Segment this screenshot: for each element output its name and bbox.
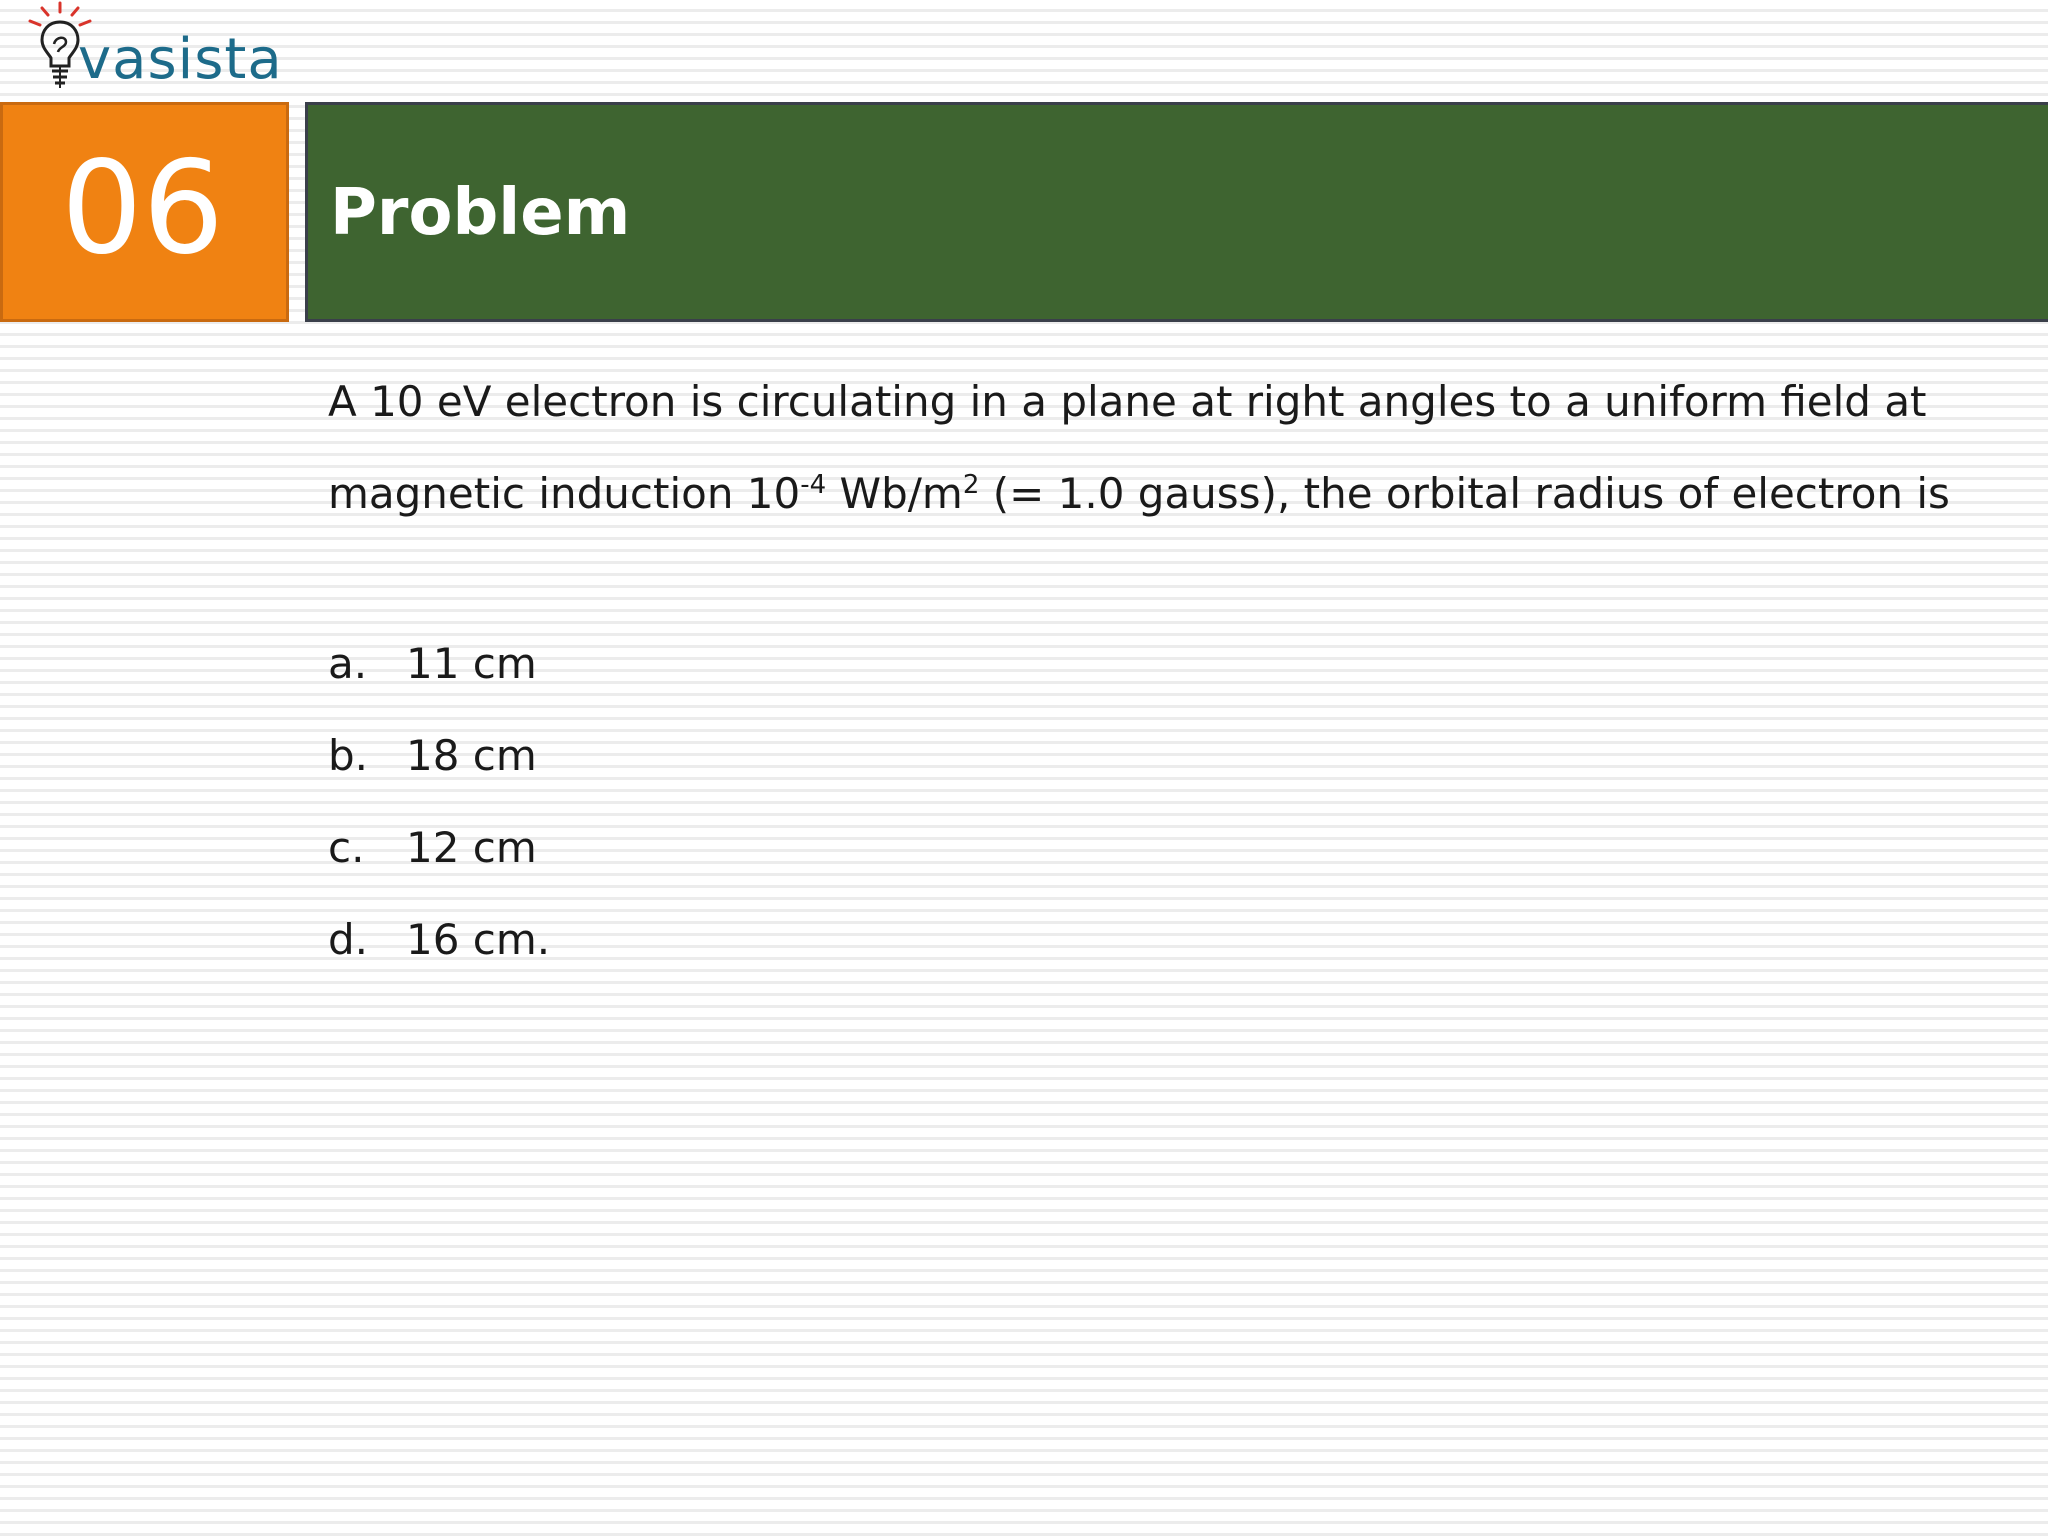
question-text xyxy=(328,356,2028,540)
question-line-2-part-2: Wb/m xyxy=(826,469,963,518)
question-line-1 xyxy=(328,356,2028,448)
option-a xyxy=(328,618,550,710)
exponent-minus-4: -4 xyxy=(800,470,827,500)
title-bar xyxy=(305,102,2048,322)
option-text: 16 cm. xyxy=(406,915,551,964)
answer-options xyxy=(328,618,550,986)
option-letter: c. xyxy=(328,823,365,872)
option-letter: b. xyxy=(328,731,369,780)
option-letter: d. xyxy=(328,915,369,964)
vasista-logo xyxy=(20,0,290,98)
question-line-2 xyxy=(328,448,2028,540)
question-line-2-part-1: magnetic induction 10 xyxy=(328,469,801,518)
option-c xyxy=(328,802,550,894)
slide-title: Problem xyxy=(330,176,631,250)
option-d xyxy=(328,894,550,986)
slide-number-box xyxy=(0,102,289,322)
option-text: 11 cm xyxy=(406,639,537,688)
option-letter: a. xyxy=(328,639,368,688)
exponent-2: 2 xyxy=(962,470,980,500)
option-text: 12 cm xyxy=(406,823,537,872)
slide-number: 06 xyxy=(61,134,224,283)
question-line-2-part-3: (= 1.0 gauss), the orbital radius of electron is xyxy=(979,469,1950,518)
question-line-1-text: A 10 eV electron is circulating in a plane at right angles to a uniform field at xyxy=(328,377,1927,426)
option-text: 18 cm xyxy=(406,731,537,780)
option-b xyxy=(328,710,550,802)
logo-text: vasista xyxy=(78,27,283,92)
